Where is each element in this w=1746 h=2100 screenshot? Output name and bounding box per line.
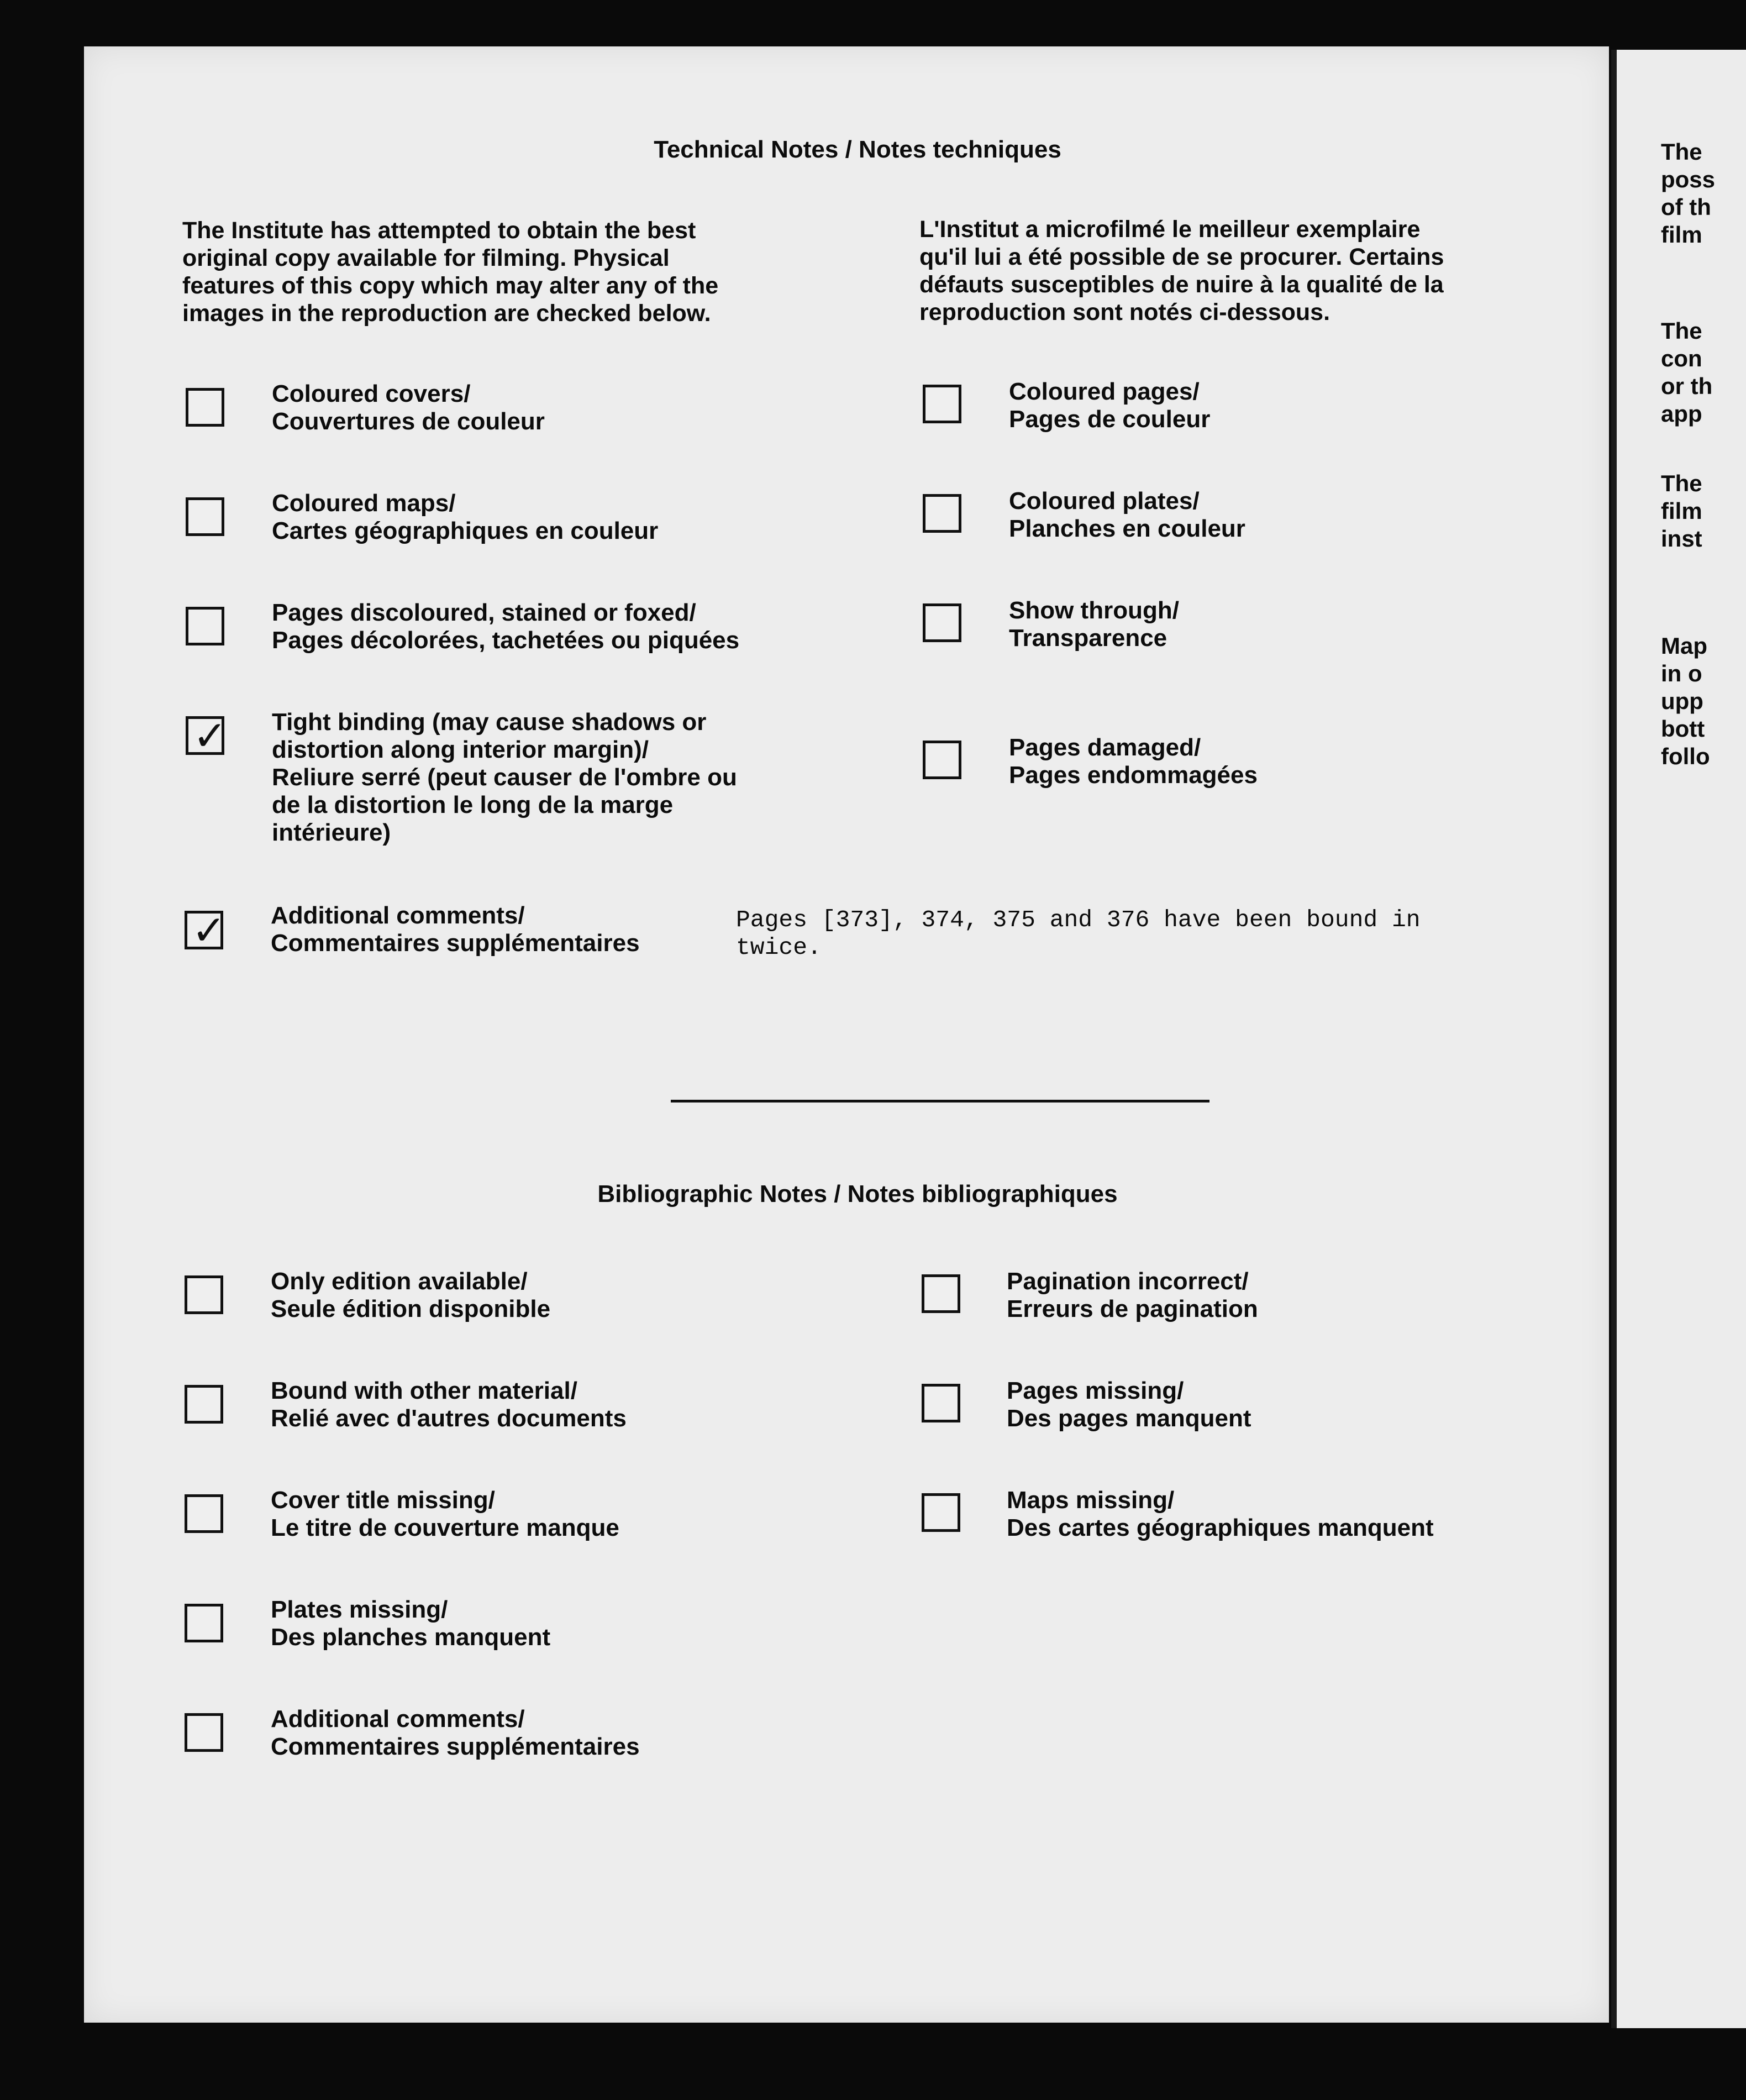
- intro-fr-line: reproduction sont notés ci-dessous.: [919, 299, 1330, 326]
- only-edition-label: Only edition available/ Seule édition disponible: [271, 1268, 551, 1322]
- additional-comments-checkbox[interactable]: [185, 907, 227, 954]
- bib-additional-comments-label: Additional comments/ Commentaires supplémentaires: [271, 1705, 640, 1760]
- tight-binding-checkbox[interactable]: [186, 712, 228, 760]
- maps-missing-label: Maps missing/ Des cartes géographiques manquent: [1007, 1487, 1434, 1541]
- plates-missing-checkbox[interactable]: [185, 1604, 223, 1642]
- intro-en-line: images in the reproduction are checked below.: [182, 300, 711, 327]
- intro-fr-line: défauts susceptibles de nuire à la qualité de la: [919, 271, 1444, 298]
- pages-missing-checkbox[interactable]: [922, 1384, 960, 1422]
- coloured-maps-label: Coloured maps/ Cartes géographiques en couleur: [272, 490, 659, 544]
- pages-missing-label: Pages missing/ Des pages manquent: [1007, 1377, 1251, 1432]
- cover-title-missing-checkbox[interactable]: [185, 1494, 223, 1533]
- coloured-plates-label: Coloured plates/ Planches en couleur: [1009, 487, 1245, 542]
- intro-fr-line: qu'il lui a été possible de se procurer. Certains: [919, 244, 1444, 270]
- coloured-covers-label: Coloured covers/ Couvertures de couleur: [272, 380, 545, 435]
- section-divider: [671, 1100, 1209, 1102]
- show-through-label: Show through/ Transparence: [1009, 597, 1179, 652]
- tight-binding-label: Tight binding (may cause shadows or distortion along interior margin)/ Reliure serré (peut causer de l'ombre ou de la distortion le long de la marge intérieure): [272, 708, 737, 846]
- only-edition-checkbox[interactable]: [185, 1275, 223, 1314]
- pages-discoloured-checkbox[interactable]: [186, 607, 224, 645]
- fragment-text: The con or th app: [1661, 318, 1713, 427]
- adjacent-page: [1611, 50, 1746, 2028]
- additional-comments-label: Additional comments/ Commentaires supplémentaires: [271, 902, 640, 957]
- intro-en-line: The Institute has attempted to obtain the best: [182, 217, 696, 244]
- bound-with-label: Bound with other material/ Relié avec d'autres documents: [271, 1377, 627, 1432]
- fragment-text: The poss of th film: [1661, 139, 1716, 248]
- intro-en-line: features of this copy which may alter any of the: [182, 272, 719, 299]
- checkmark-icon: ✓: [193, 712, 228, 760]
- fragment-text: Map in o upp bott follo: [1661, 633, 1710, 769]
- fragment-text: The film inst: [1661, 470, 1702, 552]
- intro-fr-line: L'Institut a microfilmé le meilleur exemplaire: [919, 216, 1421, 243]
- coloured-pages-label: Coloured pages/ Pages de couleur: [1009, 378, 1211, 433]
- intro-english: [182, 217, 718, 327]
- checkmark-icon: ✓: [192, 907, 227, 954]
- coloured-pages-checkbox[interactable]: [923, 385, 961, 423]
- additional-comments-text: Pages [373], 374, 375 and 376 have been bound in twice.: [736, 906, 1421, 961]
- plates-missing-label: Plates missing/ Des planches manquent: [271, 1596, 551, 1651]
- cover-title-missing-label: Cover title missing/ Le titre de couverture manque: [271, 1487, 619, 1541]
- coloured-maps-checkbox[interactable]: [186, 497, 224, 536]
- pagination-incorrect-checkbox[interactable]: [922, 1274, 960, 1313]
- pages-damaged-label: Pages damaged/ Pages endommagées: [1009, 734, 1258, 789]
- show-through-checkbox[interactable]: [923, 603, 961, 642]
- page-sheet: [84, 46, 1609, 2023]
- intro-french: [919, 216, 1444, 326]
- intro-en-line: original copy available for filming. Physical: [182, 245, 670, 271]
- maps-missing-checkbox[interactable]: [922, 1493, 960, 1532]
- technical-notes-heading: Technical Notes / Notes techniques: [654, 136, 1061, 163]
- bib-additional-comments-checkbox[interactable]: [185, 1713, 223, 1752]
- pages-damaged-checkbox[interactable]: [923, 741, 961, 779]
- bound-with-checkbox[interactable]: [185, 1385, 223, 1424]
- pages-discoloured-label: Pages discoloured, stained or foxed/ Pages décolorées, tachetées ou piquées: [272, 599, 740, 654]
- coloured-plates-checkbox[interactable]: [923, 494, 961, 533]
- bibliographic-notes-heading: Bibliographic Notes / Notes bibliographiques: [597, 1180, 1118, 1208]
- coloured-covers-checkbox[interactable]: [186, 388, 224, 427]
- pagination-incorrect-label: Pagination incorrect/ Erreurs de pagination: [1007, 1268, 1258, 1322]
